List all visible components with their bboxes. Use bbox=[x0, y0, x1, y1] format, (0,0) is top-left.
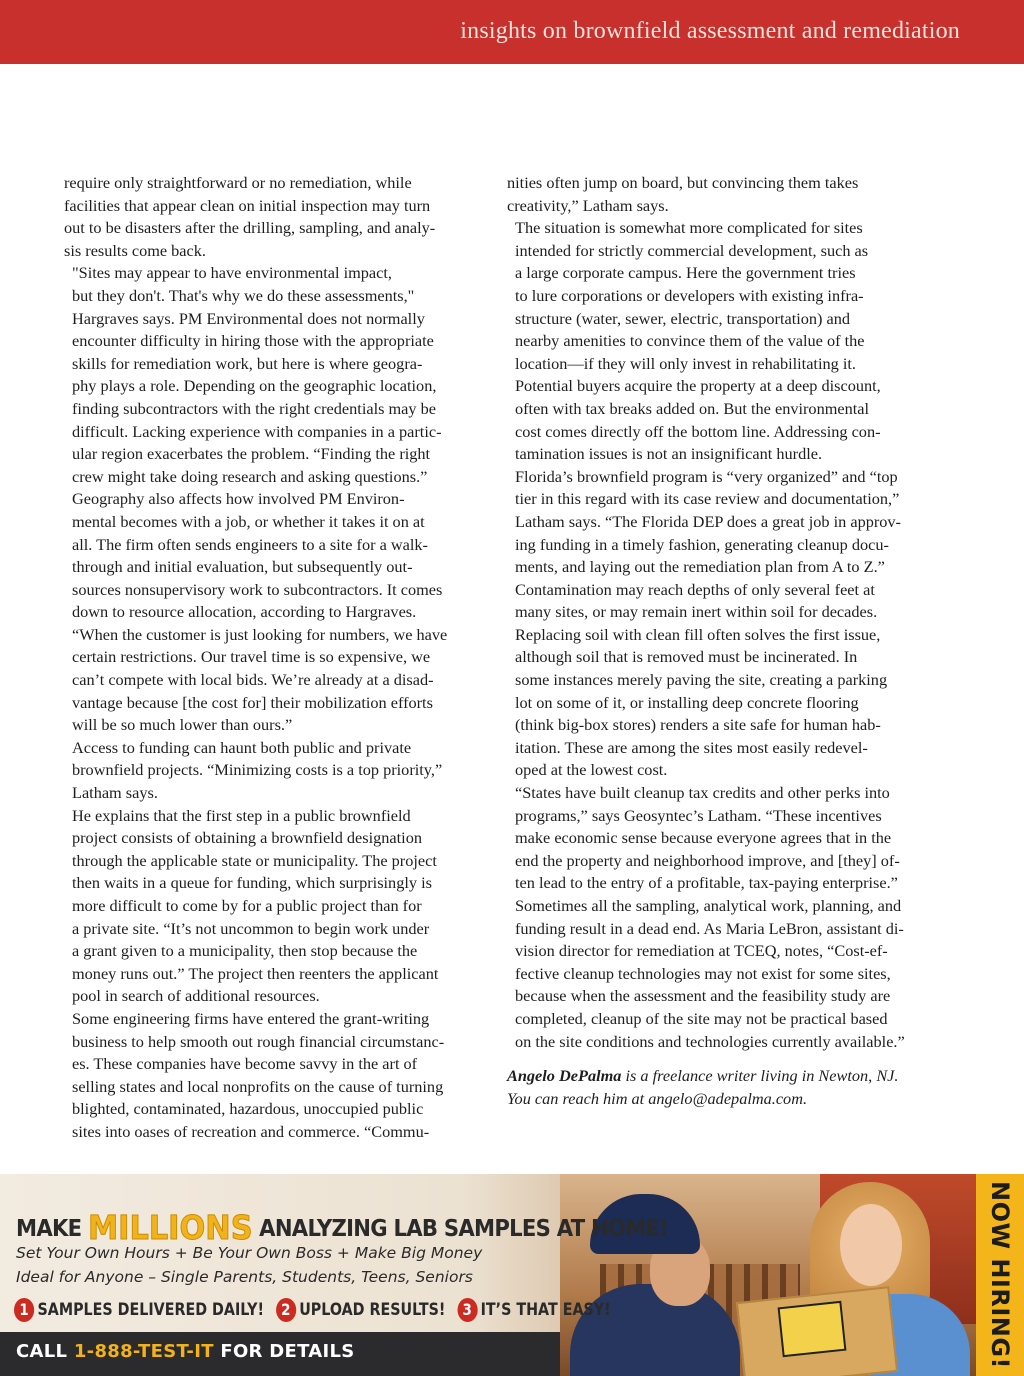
text-line: Geography also affects how involved PM Environ- bbox=[72, 489, 405, 509]
text-line: difficult. Lacking experience with companies in a partic- bbox=[72, 421, 442, 441]
biohazard-label-icon bbox=[778, 1301, 847, 1357]
ad-photo-woman-face bbox=[840, 1204, 902, 1286]
text-line: through the applicable state or municipality. The project bbox=[72, 850, 437, 870]
text-line: tier in this regard with its case review and documentation,” bbox=[515, 489, 900, 509]
text-line: "Sites may appear to have environmental impact, bbox=[72, 263, 392, 283]
text-line: tamination issues is not an insignificant hurdle. bbox=[515, 444, 823, 464]
text-line: es. These companies have become savvy in the art of bbox=[72, 1054, 418, 1074]
ad-now-hiring-banner: NOW HIRING! bbox=[986, 1181, 1014, 1369]
text-line: Replacing soil with clean fill often solves the first issue, bbox=[515, 624, 881, 644]
step-1-text: SAMPLES DELIVERED DAILY! bbox=[37, 1300, 264, 1320]
running-header-title: insights on brownfield assessment and remediation bbox=[460, 18, 960, 44]
text-line: location—if they will only invest in rehabilitating it. bbox=[515, 353, 856, 373]
step-2-text: UPLOAD RESULTS! bbox=[299, 1300, 446, 1320]
text-line: selling states and local nonprofits on the cause of turning bbox=[72, 1076, 444, 1096]
article-paragraph bbox=[507, 895, 927, 1053]
text-line: end the property and neighborhood improve, and [they] of- bbox=[515, 850, 900, 870]
article-paragraph bbox=[64, 172, 486, 262]
text-line: often with tax breaks added on. But the environmental bbox=[515, 398, 870, 418]
text-line: vantage because [the cost for] their mobilization efforts bbox=[72, 692, 433, 712]
text-line: structure (water, sewer, electric, transportation) and bbox=[515, 308, 851, 328]
text-line: through and initial evaluation, but subsequently out- bbox=[72, 557, 413, 577]
text-line: more difficult to come by for a public project than for bbox=[72, 896, 422, 915]
text-line: phy plays a role. Depending on the geographic location, bbox=[72, 376, 437, 396]
text-line: many sites, or may remain inert within soil for decades. bbox=[515, 602, 878, 622]
text-line: Access to funding can haunt both public and private bbox=[72, 737, 412, 757]
text-line: blighted, contaminated, hazardous, unoccupied public bbox=[72, 1099, 424, 1119]
text-line: a grant given to a municipality, then stop because the bbox=[72, 941, 418, 961]
text-line: sites into oases of recreation and commerce. “Commu- bbox=[72, 1121, 430, 1141]
text-line: Latham says. bbox=[72, 783, 158, 803]
text-line: some instances merely paving the site, creating a parking bbox=[515, 670, 888, 690]
text-line: on the site conditions and technologies currently available.” bbox=[515, 1031, 905, 1051]
byline-contact: You can reach him at angelo@adepalma.com. bbox=[507, 1088, 808, 1108]
text-line: mental becomes with a job, or whether it takes it on at bbox=[72, 511, 425, 531]
text-line: completed, cleanup of the site may not be practical based bbox=[515, 1008, 888, 1028]
ad-headline-post: ANALYZING LAB SAMPLES AT HOME! bbox=[252, 1216, 669, 1242]
text-line: can’t compete with local bids. We’re already at a disad- bbox=[72, 670, 434, 690]
ad-steps bbox=[14, 1298, 617, 1322]
text-line: money runs out.” The project then reenters the applicant bbox=[72, 963, 439, 983]
text-line: vision director for remediation at TCEQ, notes, “Cost-ef- bbox=[515, 941, 888, 961]
text-line: although soil that is removed must be incinerated. In bbox=[515, 647, 858, 667]
text-line: will be so much lower than ours.” bbox=[72, 715, 293, 735]
text-line: certain restrictions. Our travel time is so expensive, we bbox=[72, 647, 431, 667]
text-line: finding subcontractors with the right credentials may be bbox=[72, 398, 436, 418]
step-1-badge: 1 bbox=[14, 1298, 34, 1322]
text-line: ing funding in a timely fashion, generating cleanup docu- bbox=[515, 534, 889, 554]
article-paragraph bbox=[64, 262, 486, 488]
text-line: (think big-box stores) renders a site safe for human hab- bbox=[515, 715, 881, 735]
text-line: creativity,” Latham says. bbox=[507, 195, 669, 215]
text-line: a large corporate campus. Here the government tries bbox=[515, 263, 856, 283]
text-line: sources nonsupervisory work to subcontractors. It comes bbox=[72, 579, 443, 599]
header-bar bbox=[0, 0, 1024, 64]
text-line: because when the assessment and the feasibility study are bbox=[515, 986, 891, 1006]
ad-call-to-action bbox=[16, 1341, 355, 1362]
ad-call-post: FOR DETAILS bbox=[213, 1341, 355, 1362]
text-line: Some engineering firms have entered the grant-writing bbox=[72, 1008, 430, 1028]
text-line: brownfield projects. “Minimizing costs is a top priority,” bbox=[72, 760, 443, 780]
text-line: “When the customer is just looking for numbers, we have bbox=[72, 624, 448, 644]
article-paragraph bbox=[64, 805, 486, 1008]
article-paragraph bbox=[507, 217, 927, 466]
text-line: skills for remediation work, but here is where geogra- bbox=[72, 353, 423, 373]
text-line: Sometimes all the sampling, analytical work, planning, and bbox=[515, 896, 902, 915]
article-column-right bbox=[507, 172, 927, 1110]
text-line: lot on some of it, or installing deep concrete flooring bbox=[515, 692, 859, 712]
article-column-left bbox=[64, 172, 486, 1144]
ad-call-pre: CALL bbox=[16, 1341, 74, 1362]
text-line: sis results come back. bbox=[64, 240, 206, 260]
text-line: crew might take doing research and asking questions.” bbox=[72, 466, 428, 486]
step-3-badge: 3 bbox=[457, 1298, 477, 1322]
article-paragraph bbox=[507, 579, 927, 782]
text-line: encounter difficulty in hiring those with the appropriate bbox=[72, 331, 434, 351]
text-line: Florida’s brownfield program is “very organized” and “top bbox=[515, 466, 898, 486]
ad-headline-highlight: MILLIONS bbox=[87, 1208, 253, 1247]
byline-text: is a freelance writer living in Newton, NJ. bbox=[621, 1066, 899, 1086]
text-line: all. The firm often sends engineers to a site for a walk- bbox=[72, 534, 428, 554]
text-line: cost comes directly off the bottom line. Addressing con- bbox=[515, 421, 881, 441]
ad-headline-pre: MAKE bbox=[16, 1216, 88, 1242]
text-line: pool in search of additional resources. bbox=[72, 986, 320, 1006]
text-line: then waits in a queue for funding, which surprisingly is bbox=[72, 873, 432, 893]
text-line: Latham says. “The Florida DEP does a great job in approv- bbox=[515, 511, 901, 531]
text-line: a private site. “It’s not uncommon to begin work under bbox=[72, 918, 430, 938]
text-line: ular region exacerbates the problem. “Finding the right bbox=[72, 444, 431, 464]
text-line: business to help smooth out rough financial circumstanc- bbox=[72, 1031, 445, 1051]
text-line: “States have built cleanup tax credits and other perks into bbox=[515, 783, 890, 803]
advertisement bbox=[0, 1174, 1024, 1376]
text-line: out to be disasters after the drilling, sampling, and analy- bbox=[64, 218, 436, 238]
text-line: nities often jump on board, but convincing them takes bbox=[507, 173, 859, 192]
text-line: ten lead to the entry of a profitable, tax-paying enterprise.” bbox=[515, 873, 898, 893]
article-paragraph bbox=[64, 1008, 486, 1144]
text-line: He explains that the first step in a public brownfield bbox=[72, 805, 411, 825]
text-line: Contamination may reach depths of only several feet at bbox=[515, 579, 875, 599]
ad-subline-1: Set Your Own Hours + Be Your Own Boss + Make Big Money bbox=[16, 1244, 483, 1262]
text-line: facilities that appear clean on initial inspection may turn bbox=[64, 195, 431, 215]
text-line: The situation is somewhat more complicated for sites bbox=[515, 218, 863, 238]
text-line: nearby amenities to convince them of the value of the bbox=[515, 331, 865, 351]
text-line: fective cleanup technologies may not exist for some sites, bbox=[515, 963, 891, 983]
text-line: down to resource allocation, according to Hargraves. bbox=[72, 602, 417, 622]
text-line: make economic sense because everyone agrees that in the bbox=[515, 828, 892, 848]
text-line: to lure corporations or developers with existing infra- bbox=[515, 285, 864, 305]
ad-subline-2: Ideal for Anyone – Single Parents, Students, Teens, Seniors bbox=[16, 1268, 473, 1286]
text-line: project consists of obtaining a brownfield designation bbox=[72, 828, 422, 848]
text-line: funding result in a dead end. As Maria LeBron, assistant di- bbox=[515, 918, 904, 938]
article-paragraph bbox=[507, 782, 927, 895]
text-line: require only straightforward or no remediation, while bbox=[64, 173, 412, 192]
article-paragraph bbox=[64, 488, 486, 737]
ad-phone-number: 1-888-TEST-IT bbox=[73, 1341, 214, 1362]
article-paragraph bbox=[64, 737, 486, 805]
text-line: itation. These are among the sites most easily redevel- bbox=[515, 737, 868, 757]
step-3-text: IT’S THAT EASY! bbox=[480, 1300, 611, 1320]
text-line: programs,” says Geosyntec’s Latham. “These incentives bbox=[515, 805, 882, 825]
article-paragraph bbox=[507, 466, 927, 579]
text-line: Potential buyers acquire the property at a deep discount, bbox=[515, 376, 881, 396]
step-2-badge: 2 bbox=[276, 1298, 296, 1322]
author-name: Angelo DePalma bbox=[507, 1066, 622, 1086]
text-line: intended for strictly commercial development, such as bbox=[515, 240, 869, 260]
ad-headline bbox=[16, 1208, 668, 1247]
text-line: ments, and laying out the remediation plan from A to Z.” bbox=[515, 557, 885, 577]
text-line: Hargraves says. PM Environmental does not normally bbox=[72, 308, 425, 328]
text-line: oped at the lowest cost. bbox=[515, 760, 668, 780]
author-byline bbox=[507, 1065, 927, 1110]
text-line: but they don't. That's why we do these assessments," bbox=[72, 285, 415, 305]
article-paragraph bbox=[507, 172, 927, 217]
